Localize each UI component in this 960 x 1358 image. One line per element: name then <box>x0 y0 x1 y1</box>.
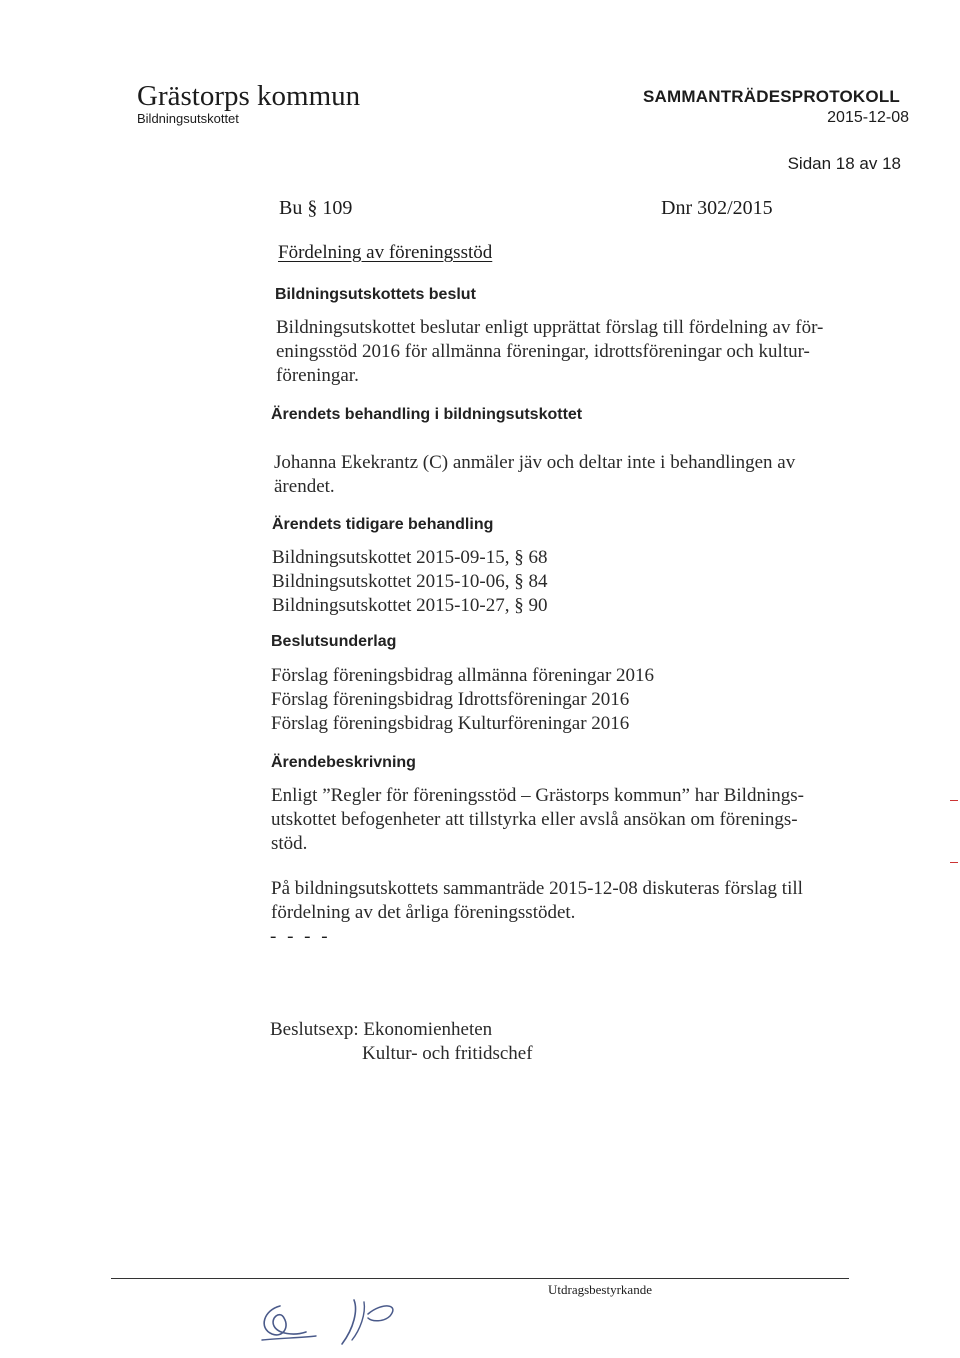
description-paragraph-1 <box>271 784 804 856</box>
previous-handling-heading: Ärendets tidigare behandling <box>272 516 494 533</box>
handling-line: Johanna Ekekrantz (C) anmäler jäv och deltar inte i behandlingen av <box>274 452 796 473</box>
registration-number: Dnr 302/2015 <box>661 197 773 219</box>
meeting-date: 2015-12-08 <box>827 109 909 126</box>
description-line: stöd. <box>271 833 308 854</box>
description-paragraph-2 <box>271 877 803 925</box>
description-line: utskottet befogenheter att tillstyrka eller avslå ansökan om förenings- <box>271 809 798 830</box>
decision-text <box>276 316 823 388</box>
initials-signature-icon <box>250 1288 420 1348</box>
decision-line: eningsstöd 2016 för allmänna föreningar, idrottsföreningar och kultur- <box>276 341 810 362</box>
organization-name: Grästorps kommun <box>137 80 361 112</box>
expedition-recipient: Kultur- och fritidschef <box>362 1043 533 1064</box>
description-line: Enligt ”Regler för föreningsstöd – Grästorps kommun” har Bildnings- <box>271 785 804 806</box>
basis-list <box>271 664 654 736</box>
footer-divider <box>111 1278 849 1279</box>
decision-line: föreningar. <box>276 365 359 386</box>
description-line: På bildningsutskottets sammanträde 2015-12-08 diskuteras förslag till <box>271 878 803 899</box>
document-type: SAMMANTRÄDESPROTOKOLL <box>643 87 900 106</box>
previous-handling-item: Bildningsutskottet 2015-10-27, § 90 <box>272 595 548 616</box>
margin-mark <box>950 862 958 863</box>
expedition-recipients: Beslutsexp: Ekonomienheten <box>270 1019 493 1040</box>
previous-handling-list <box>272 546 548 618</box>
margin-mark <box>950 800 958 801</box>
section-separator: - - - - <box>270 926 331 947</box>
handling-heading: Ärendets behandling i bildningsutskottet <box>271 406 583 423</box>
basis-item: Förslag föreningsbidrag allmänna föreningar 2016 <box>271 665 655 686</box>
attestation-label: Utdragsbestyrkande <box>548 1282 652 1297</box>
case-subject: Fördelning av föreningsstöd <box>278 242 493 263</box>
handling-line: ärendet. <box>274 476 335 497</box>
description-line: fördelning av det årliga föreningsstödet. <box>271 902 576 923</box>
basis-item: Förslag föreningsbidrag Kulturföreningar 2016 <box>271 713 630 734</box>
previous-handling-item: Bildningsutskottet 2015-10-06, § 84 <box>272 571 548 592</box>
committee-name: Bildningsutskottet <box>137 111 239 126</box>
basis-item: Förslag föreningsbidrag Idrottsföreningar 2016 <box>271 689 630 710</box>
page-indicator: Sidan 18 av 18 <box>787 154 901 173</box>
handling-text <box>274 451 795 499</box>
decision-heading: Bildningsutskottets beslut <box>275 286 476 303</box>
description-heading: Ärendebeskrivning <box>271 754 416 771</box>
decision-line: Bildningsutskottet beslutar enligt upprättat förslag till fördelning av för- <box>276 317 824 338</box>
previous-handling-item: Bildningsutskottet 2015-09-15, § 68 <box>272 547 548 568</box>
section-reference: Bu § 109 <box>279 197 353 219</box>
basis-heading: Beslutsunderlag <box>271 633 397 650</box>
